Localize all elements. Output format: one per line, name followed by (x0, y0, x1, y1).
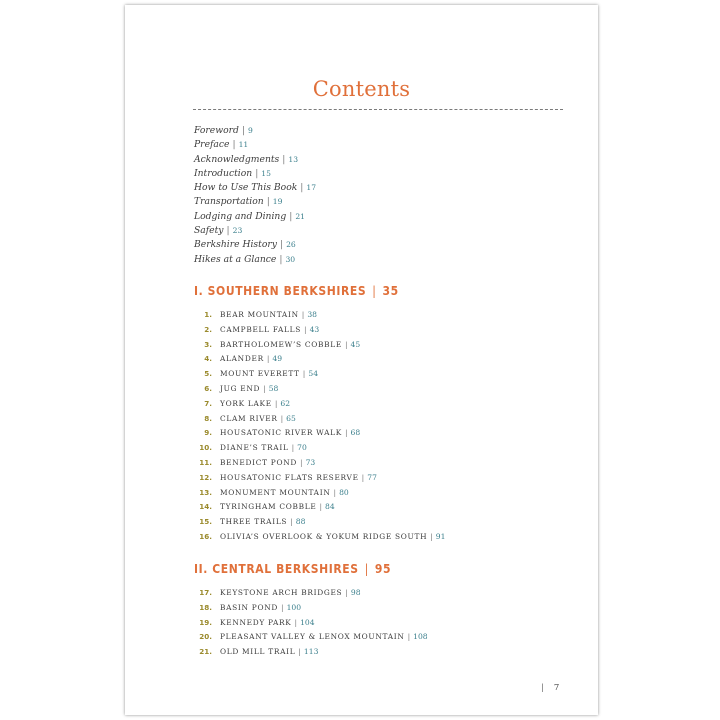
hike-list-item (194, 471, 445, 486)
separator: | (289, 210, 293, 222)
hike-list-item (194, 530, 445, 545)
hike-number: 7. (204, 398, 212, 408)
hike-number: 2. (204, 324, 212, 334)
hike-list-item (194, 630, 428, 645)
hike-list-item (194, 616, 428, 631)
hike-list-item (194, 397, 445, 412)
dashed-divider (193, 109, 563, 110)
hike-number: 15. (199, 517, 212, 527)
hike-page: 43 (309, 324, 320, 334)
hike-list-item (194, 441, 445, 456)
front-matter-item (194, 124, 316, 138)
hike-name: DIANE’S TRAIL (220, 443, 289, 453)
front-matter-label: Hikes at a Glance (194, 253, 277, 265)
section-heading-central (194, 562, 391, 576)
hike-page: 88 (295, 517, 306, 527)
hike-number: 18. (199, 602, 212, 612)
hike-page: 108 (413, 632, 428, 642)
section-list-central (194, 586, 428, 660)
hike-page: 98 (350, 588, 361, 597)
separator: | (290, 517, 293, 527)
separator: | (304, 324, 307, 334)
hike-name: KENNEDY PARK (220, 617, 292, 627)
front-matter-item (194, 224, 316, 238)
hike-name: BASIN POND (220, 602, 278, 612)
separator: | (291, 443, 295, 453)
hike-name: BEAR MOUNTAIN (220, 310, 299, 319)
hike-page: 65 (286, 413, 296, 423)
hike-name: JUG END (220, 383, 261, 393)
hike-page: 54 (308, 369, 319, 379)
front-matter-label: Berkshire History (194, 239, 277, 251)
separator: | (255, 167, 259, 179)
hike-name: HOUSATONIC FLATS RESERVE (220, 472, 359, 482)
front-matter-label: Foreword (194, 125, 239, 136)
separator: | (361, 472, 365, 482)
separator: | (274, 398, 278, 408)
separator: | (232, 139, 236, 151)
hike-list-item (194, 338, 445, 353)
front-matter-page: 23 (232, 226, 243, 236)
front-matter-page: 9 (248, 126, 253, 135)
front-matter-page: 26 (286, 240, 296, 250)
hike-page: 80 (339, 487, 349, 497)
hike-list-item (194, 500, 445, 515)
front-matter-page: 11 (238, 140, 249, 150)
hike-name: ALANDER (220, 354, 264, 364)
hike-number: 21. (199, 647, 212, 657)
hike-page: 68 (350, 428, 361, 438)
separator: | (282, 153, 286, 165)
hike-page: 73 (305, 457, 316, 467)
section-list-southern (194, 308, 445, 545)
hike-list-item (194, 352, 445, 367)
hike-number: 3. (204, 339, 212, 349)
hike-list-item (194, 645, 428, 660)
hike-list-item (194, 601, 428, 616)
hike-number: 12. (199, 472, 212, 482)
front-matter-item (194, 181, 316, 195)
front-matter-page: 30 (285, 254, 296, 264)
hike-name: YORK LAKE (220, 398, 272, 408)
separator: | (266, 196, 270, 208)
front-matter-label: Transportation (194, 196, 264, 208)
hike-number: 14. (199, 502, 212, 512)
separator: | (279, 239, 284, 251)
hike-number: 4. (204, 354, 212, 364)
separator: | (319, 502, 323, 512)
hike-name: BARTHOLOMEW’S COBBLE (220, 339, 342, 349)
front-matter-item (194, 253, 316, 267)
front-matter-item (194, 153, 316, 167)
hike-page: 91 (435, 531, 446, 541)
section-heading-separator: | (364, 562, 369, 576)
separator: | (226, 225, 230, 237)
hike-name: HOUSATONIC RIVER WALK (220, 428, 342, 438)
front-matter-page: 13 (288, 154, 299, 164)
separator: | (301, 310, 305, 319)
hike-number: 9. (204, 428, 212, 438)
front-matter-item (194, 238, 316, 252)
separator: | (345, 588, 348, 597)
hike-name: OLIVIA’S OVERLOOK & YOKUM RIDGE SOUTH (220, 531, 428, 541)
section-heading-southern (194, 284, 399, 298)
hike-list-item (194, 586, 428, 601)
separator: | (407, 632, 411, 642)
hike-name: KEYSTONE ARCH BRIDGES (220, 588, 343, 597)
section-heading-label: II. CENTRAL BERKSHIRES (194, 562, 359, 576)
section-heading-separator: | (372, 284, 377, 298)
separator: | (279, 253, 283, 265)
front-matter-item (194, 167, 316, 181)
hike-list-item (194, 382, 445, 397)
hike-page: 49 (272, 354, 283, 364)
hike-number: 6. (204, 383, 212, 393)
section-heading-label: I. SOUTHERN BERKSHIRES (194, 284, 367, 298)
page-footer (541, 683, 559, 693)
hike-name: TYRINGHAM COBBLE (220, 502, 317, 512)
front-matter-label: How to Use This Book (194, 182, 298, 194)
separator: | (263, 383, 266, 393)
separator: | (302, 369, 306, 379)
page-number: 7 (553, 683, 560, 693)
front-matter-list (194, 124, 316, 267)
hike-number: 13. (199, 487, 212, 497)
section-heading-page: 95 (374, 562, 392, 576)
hike-name: CAMPBELL FALLS (220, 324, 302, 334)
hike-page: 70 (297, 443, 307, 453)
hike-list-item (194, 426, 445, 441)
separator: | (280, 413, 284, 423)
separator: | (294, 617, 298, 627)
hike-number: 1. (204, 310, 212, 319)
hike-name: OLD MILL TRAIL (220, 647, 296, 657)
hike-number: 5. (204, 369, 212, 379)
hike-list-item (194, 323, 445, 338)
hike-page: 77 (367, 472, 377, 482)
hike-name: MOUNT EVERETT (220, 369, 300, 379)
hike-name: MONUMENT MOUNTAIN (220, 487, 331, 497)
separator: | (298, 647, 301, 657)
separator: | (266, 354, 270, 364)
separator: | (300, 182, 304, 194)
hike-page: 62 (280, 398, 291, 408)
hike-name: THREE TRAILS (220, 517, 288, 527)
hike-name: CLAM RIVER (220, 413, 278, 423)
hike-list-item (194, 456, 445, 471)
front-matter-label: Introduction (194, 167, 253, 179)
hike-page: 58 (268, 383, 279, 393)
hike-number: 19. (199, 617, 212, 627)
front-matter-page: 15 (261, 168, 271, 178)
section-heading-page: 35 (382, 284, 399, 298)
book-page (125, 5, 598, 715)
front-matter-page: 21 (295, 211, 305, 221)
page-title: Contents (312, 77, 411, 101)
separator: | (430, 531, 433, 541)
separator: | (241, 125, 246, 136)
front-matter-item (194, 138, 316, 152)
hike-page: 84 (325, 502, 335, 512)
front-matter-page: 17 (306, 183, 317, 193)
front-matter-label: Acknowledgments (194, 153, 280, 165)
separator: | (333, 487, 337, 497)
front-matter-label: Lodging and Dining (194, 210, 287, 222)
hike-list-item (194, 412, 445, 427)
separator: | (344, 339, 348, 349)
hike-number: 20. (199, 632, 212, 642)
front-matter-item (194, 195, 316, 209)
hike-page: 100 (286, 602, 302, 612)
hike-list-item (194, 308, 445, 323)
separator: | (281, 602, 284, 612)
hike-page: 38 (307, 310, 317, 319)
hike-number: 10. (199, 443, 212, 453)
hike-list-item (194, 367, 445, 382)
separator: | (344, 428, 348, 438)
front-matter-page: 19 (272, 197, 283, 207)
separator: | (300, 457, 303, 467)
hike-number: 16. (199, 531, 212, 541)
hike-page: 45 (350, 339, 361, 349)
hike-number: 17. (199, 588, 212, 597)
front-matter-label: Safety (194, 225, 224, 237)
hike-list-item (194, 486, 445, 501)
hike-number: 11. (199, 457, 212, 467)
hike-page: 113 (303, 647, 319, 657)
footer-separator: | (541, 683, 544, 693)
hike-name: PLEASANT VALLEY & LENOX MOUNTAIN (220, 632, 405, 642)
hike-page: 104 (300, 617, 315, 627)
hike-name: BENEDICT POND (220, 457, 297, 467)
front-matter-label: Preface (194, 139, 230, 151)
front-matter-item (194, 210, 316, 224)
hike-number: 8. (204, 413, 212, 423)
hike-list-item (194, 515, 445, 530)
